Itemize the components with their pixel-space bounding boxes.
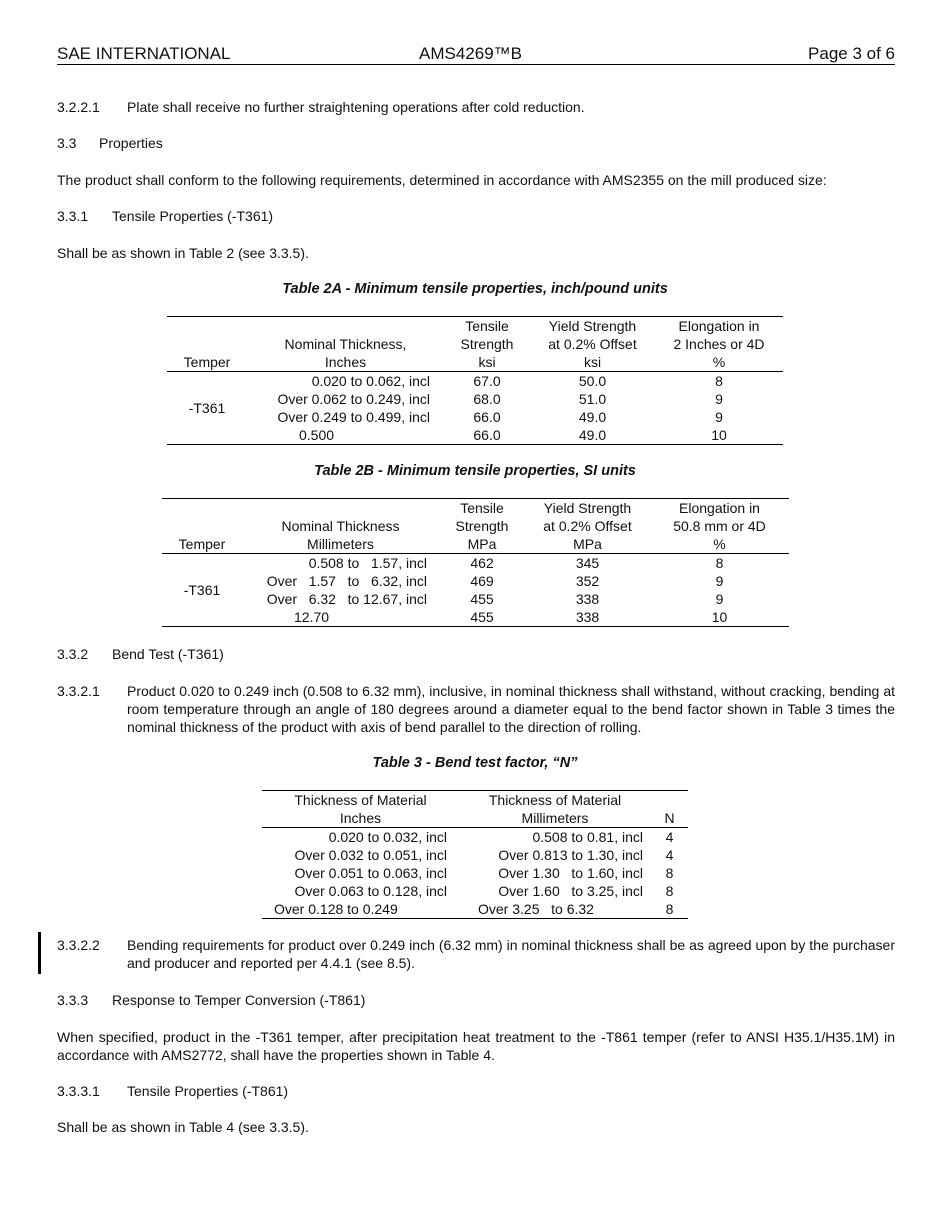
value-cell: 50.0	[578, 373, 607, 389]
table-row	[162, 572, 789, 590]
value-cell: 51.0	[578, 391, 607, 407]
section-number: 3.3.2.2	[57, 937, 100, 953]
value-cell: 10	[650, 608, 789, 627]
n-cell: 8	[651, 900, 688, 919]
table-2a	[167, 316, 783, 445]
thickness-cell: Over 1.57 to 6.32, incl	[266, 573, 427, 589]
value-cell: 352	[575, 573, 600, 589]
table-header: Inches	[262, 809, 459, 828]
table-header: Nominal Thickness	[281, 518, 400, 534]
table-header: Yield Strength	[548, 318, 637, 334]
temper-cell: -T361	[162, 554, 242, 627]
section-3-3-2	[57, 645, 895, 663]
table-header: %	[650, 535, 789, 554]
value-cell: 68.0	[473, 391, 501, 407]
thickness-mm-cell: 0.508 to 0.81, incl	[532, 829, 643, 845]
value-cell: 49.0	[530, 426, 655, 445]
section-number: 3.2.2.1	[57, 99, 100, 115]
table-row	[262, 846, 688, 864]
table-row	[162, 590, 789, 608]
table-3	[262, 790, 688, 919]
temper-cell: -T361	[167, 372, 247, 445]
value-cell: 455	[439, 608, 525, 627]
table-2a-caption: Table 2A - Minimum tensile properties, inch/pound units	[282, 281, 668, 297]
section-3-3-2-2	[57, 936, 895, 972]
table-header: Thickness of Material	[488, 792, 622, 808]
table-header: ksi	[444, 353, 530, 372]
table-header: Inches	[247, 353, 444, 372]
thickness-mm-cell: Over 0.813 to 1.30, incl	[498, 847, 643, 863]
value-cell: 8	[715, 373, 723, 389]
table-3-caption: Table 3 - Bend test factor, “N”	[372, 755, 578, 771]
thickness-mm-cell: Over 1.60 to 3.25, incl	[498, 883, 643, 899]
table-header: at 0.2% Offset	[548, 336, 637, 352]
section-heading: Properties	[99, 135, 163, 151]
section-heading: Bend Test (-T361)	[112, 646, 224, 662]
thickness-cell: 0.508 to 1.57, incl	[308, 555, 427, 571]
thickness-mm-cell: Over 3.25 to 6.32	[459, 900, 651, 919]
table-header: Tensile	[460, 500, 504, 516]
thickness-cell: 0.020 to 0.062, incl	[311, 373, 430, 389]
header-page-number: Page 3 of 6	[808, 44, 895, 63]
thickness-cell: Over 0.249 to 0.499, incl	[277, 409, 430, 425]
table-header: MPa	[525, 535, 650, 554]
table-header: Millimeters	[242, 535, 439, 554]
table-header: ksi	[530, 353, 655, 372]
value-cell: 9	[715, 573, 724, 589]
section-3-3-3	[57, 991, 895, 1009]
value-cell: 8	[715, 555, 724, 571]
table-header: Temper	[162, 535, 242, 554]
section-number: 3.3.2.1	[57, 683, 100, 699]
value-cell: 9	[715, 391, 723, 407]
table-row	[262, 900, 688, 919]
table-header: Elongation in	[679, 500, 760, 516]
table-row	[262, 828, 688, 847]
table-header: Elongation in	[678, 318, 760, 334]
section-number: 3.3	[57, 135, 77, 151]
header-org: SAE INTERNATIONAL	[57, 44, 231, 63]
table-header: at 0.2% Offset	[543, 518, 632, 534]
section-number: 3.3.3	[57, 992, 89, 1008]
table-header: Tensile	[465, 318, 509, 334]
section-heading: Response to Temper Conversion (-T861)	[112, 992, 366, 1008]
table-header: Nominal Thickness,	[284, 336, 407, 352]
n-cell: 8	[665, 883, 674, 899]
section-number: 3.3.3.1	[57, 1083, 100, 1099]
section-3-3-3-1-body: Shall be as shown in Table 4 (see 3.3.5).	[57, 1119, 309, 1135]
section-3-2-2-1	[57, 98, 895, 116]
revision-change-bar	[38, 932, 41, 974]
table-row	[162, 608, 789, 627]
value-cell: 9	[715, 409, 723, 425]
table-header: Thickness of Material	[294, 792, 427, 808]
n-cell: 4	[665, 847, 674, 863]
table-row	[167, 408, 783, 426]
value-cell: 345	[575, 555, 600, 571]
table-header: 2 Inches or 4D	[673, 336, 765, 352]
table-header: %	[655, 353, 783, 372]
table-row	[167, 426, 783, 445]
section-3-3	[57, 134, 895, 152]
table-header: Strength	[455, 518, 509, 534]
value-cell: 462	[470, 555, 494, 571]
table-header: Yield Strength	[543, 500, 632, 516]
table-header: Temper	[167, 353, 247, 372]
thickness-cell: 0.500	[247, 426, 444, 445]
header-doc-number: AMS4269™B	[419, 44, 522, 63]
section-heading: Tensile Properties (-T861)	[127, 1083, 289, 1099]
value-cell: 455	[470, 591, 494, 607]
table-row	[167, 390, 783, 408]
table-row	[262, 882, 688, 900]
page-header	[57, 44, 895, 65]
section-number: 3.3.1	[57, 208, 89, 224]
table-2b-caption: Table 2B - Minimum tensile properties, SI units	[314, 463, 636, 479]
value-cell: 67.0	[473, 373, 501, 389]
table-header: N	[651, 809, 688, 828]
section-3-3-3-body: When specified, product in the -T361 temper, after precipitation heat treatment to the -T861 temper (refer to ANSI H35.1/H35.1M) in accordance with AMS2772, shall have the properties shown in Table 4.	[57, 1029, 895, 1063]
value-cell: 49.0	[578, 409, 607, 425]
section-3-3-3-1	[57, 1082, 895, 1100]
value-cell: 9	[715, 591, 724, 607]
table-header: Strength	[460, 336, 514, 352]
table-row	[262, 864, 688, 882]
section-text: Bending requirements for product over 0.249 inch (6.32 mm) in nominal thickness shall be as agreed upon by the purchaser and producer and reported per 4.4.1 (see 8.5).	[127, 937, 895, 971]
section-number: 3.3.2	[57, 646, 89, 662]
n-cell: 8	[665, 865, 674, 881]
properties-intro: The product shall conform to the following requirements, determined in accordance with AMS2355 on the mill produced size:	[57, 172, 827, 188]
table-header: Millimeters	[459, 809, 651, 828]
table-header: MPa	[439, 535, 525, 554]
thickness-in-cell: Over 0.051 to 0.063, incl	[294, 865, 447, 881]
thickness-mm-cell: Over 1.30 to 1.60, incl	[498, 865, 643, 881]
section-heading: Tensile Properties (-T361)	[112, 208, 274, 224]
thickness-in-cell: Over 0.063 to 0.128, incl	[294, 883, 447, 899]
value-cell: 66.0	[473, 409, 501, 425]
section-3-3-1-body: Shall be as shown in Table 2 (see 3.3.5).	[57, 245, 309, 261]
thickness-in-cell: Over 0.128 to 0.249	[262, 900, 459, 919]
section-3-3-2-1	[57, 682, 895, 736]
value-cell: 338	[575, 591, 600, 607]
table-row	[162, 554, 789, 573]
value-cell: 338	[525, 608, 650, 627]
section-3-3-1	[57, 207, 895, 225]
table-2b	[162, 498, 789, 627]
thickness-cell: 12.70	[242, 608, 439, 627]
value-cell: 10	[655, 426, 783, 445]
thickness-cell: Over 6.32 to 12.67, incl	[266, 591, 427, 607]
thickness-in-cell: 0.020 to 0.032, incl	[328, 829, 447, 845]
value-cell: 66.0	[444, 426, 530, 445]
section-text: Plate shall receive no further straightening operations after cold reduction.	[127, 99, 585, 115]
thickness-in-cell: Over 0.032 to 0.051, incl	[294, 847, 447, 863]
thickness-cell: Over 0.062 to 0.249, incl	[277, 391, 430, 407]
section-text: Product 0.020 to 0.249 inch (0.508 to 6.32 mm), inclusive, in nominal thickness shall withstand, without cracking, bending at room temperature through an angle of 180 degrees around a diameter equal to the bend factor shown in Table 3 times the nominal thickness of the product with axis of bend parallel to the direction of rolling.	[127, 683, 895, 735]
table-row	[167, 372, 783, 391]
n-cell: 4	[665, 829, 674, 845]
value-cell: 469	[470, 573, 494, 589]
table-header: 50.8 mm or 4D	[673, 518, 766, 534]
